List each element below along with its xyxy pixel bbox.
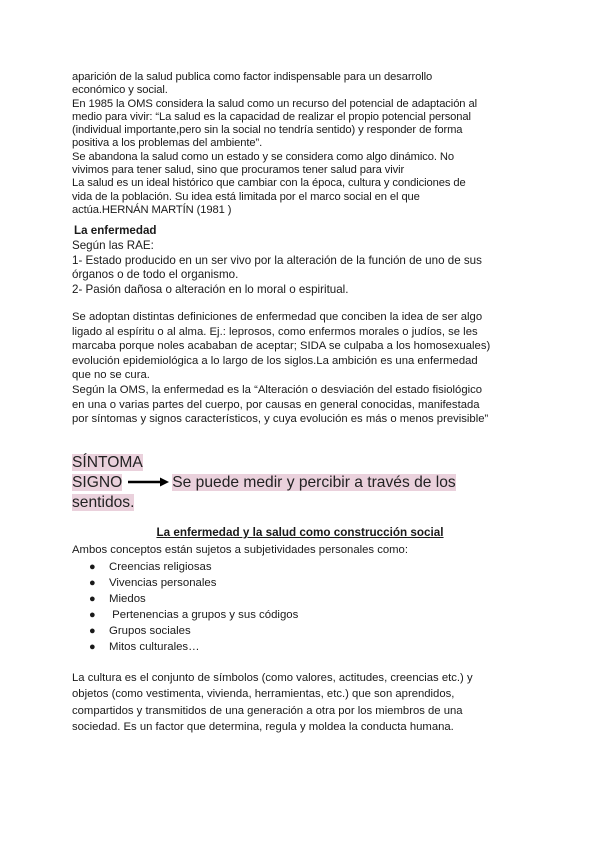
list-item-text: Pertenencias a grupos y sus códigos — [109, 609, 299, 621]
definitions-line: por síntomas y signos característicos, y cuya evolución es más o menos previsible” — [72, 413, 489, 426]
list-item — [72, 575, 528, 591]
rae-line: 1- Estado producido en un ser vivo por la alteración de la función de uno de sus — [72, 253, 482, 267]
list-item — [72, 591, 528, 607]
bullet-icon: ● — [89, 625, 96, 637]
intro-line: aparición de la salud publica como factor indispensable para un desarrollo — [72, 71, 433, 83]
definitions-line: en una o varias partes del cuerpo, por causas en general conocidas, manifestada — [72, 398, 480, 411]
sintoma-label: SÍNTOMA — [72, 454, 143, 471]
rae-line: 2- Pasión dañosa o alteración en lo moral o espiritual. — [72, 282, 349, 296]
culture-paragraph — [72, 670, 528, 736]
list-item-text: Miedos — [109, 593, 146, 605]
definitions-line: Se adoptan distintas definiciones de enfermedad que conciben la idea de ser algo — [72, 311, 483, 323]
rae-line: Según las RAE: — [72, 239, 154, 252]
signo-label: SIGNO — [72, 474, 123, 492]
intro-line: positiva a los problemas del ambiente”. — [72, 137, 263, 150]
definitions-line: que no se cura. — [72, 369, 150, 382]
intro-line: actúa.HERNÁN MARTÍN (1981 ) — [72, 203, 232, 216]
section-lead: Ambos conceptos están sujetos a subjetividades personales como: — [72, 544, 408, 556]
intro-line: La salud es un ideal histórico que cambiar con la época, cultura y condiciones de — [72, 177, 466, 190]
culture-line: compartidos y transmitidos de una generación a otra por los miembros de una — [72, 704, 463, 717]
culture-line: La cultura es el conjunto de símbolos (como valores, actitudes, creencias etc.) y — [72, 672, 473, 684]
definitions-paragraph — [72, 310, 528, 427]
definitions-line: marcaba porque noles acababan de aceptar; SIDA se culpaba a los homosexuales) — [72, 340, 491, 353]
enfermedad-heading: La enfermedad — [74, 224, 157, 237]
list-item-text: Grupos sociales — [109, 625, 191, 637]
intro-line: En 1985 la OMS considera la salud como un recurso del potencial de adaptación al — [72, 97, 477, 110]
definitions-line: ligado al espíritu o al alma. Ej.: leprosos, como enfermos morales o judíos, se les — [72, 325, 478, 338]
rae-definitions — [72, 239, 528, 297]
list-item — [72, 639, 528, 655]
bullet-icon: ● — [89, 641, 96, 653]
list-item-text: Mitos culturales… — [109, 641, 200, 653]
bullet-icon: ● — [89, 609, 96, 621]
intro-line: económico y social. — [72, 84, 168, 97]
list-item — [72, 623, 528, 639]
intro-line: vida de la población. Su idea está limitada por el marco social en el que — [72, 190, 420, 203]
signo-description: Se puede medir y percibir a través de los — [172, 474, 456, 492]
list-item-text: Creencias religiosas — [109, 561, 212, 573]
list-item — [72, 559, 528, 575]
section-heading: La enfermedad y la salud como construcción social — [156, 526, 444, 539]
bullet-icon: ● — [89, 561, 96, 573]
definitions-line: evolución epidemiológica a lo largo de los siglos.La ambición es una enfermedad — [72, 354, 478, 367]
bullet-icon: ● — [89, 577, 96, 589]
intro-line: (individual importante,pero sin la social no tendría sentido) y responder de forma — [72, 124, 463, 137]
right-arrow-icon — [128, 473, 170, 493]
subjectivities-list — [72, 559, 528, 655]
sentidos-text: sentidos. — [72, 494, 135, 512]
list-item — [72, 607, 528, 623]
bullet-icon: ● — [89, 593, 96, 605]
sintoma-signo-block — [72, 453, 542, 513]
intro-paragraph — [72, 71, 528, 217]
intro-line: medio para vivir: “La salud es la capacidad de realizar el propio potencial personal — [72, 110, 471, 123]
culture-line: objetos (como vestimenta, vivienda, herramientas, etc.) que son aprendidos, — [72, 688, 455, 701]
definitions-line: Según la OMS, la enfermedad es la “Alteración o desviación del estado fisiológico — [72, 383, 483, 396]
list-item-text: Vivencias personales — [109, 577, 217, 589]
intro-line: Se abandona la salud como un estado y se considera como algo dinámico. No — [72, 150, 455, 163]
rae-line: órganos o de todo el organismo. — [72, 268, 239, 282]
intro-line: vivimos para tener salud, sino que procuramos tener salud para vivir — [72, 164, 405, 177]
culture-line: sociedad. Es un factor que determina, regula y moldea la conducta humana. — [72, 721, 454, 734]
